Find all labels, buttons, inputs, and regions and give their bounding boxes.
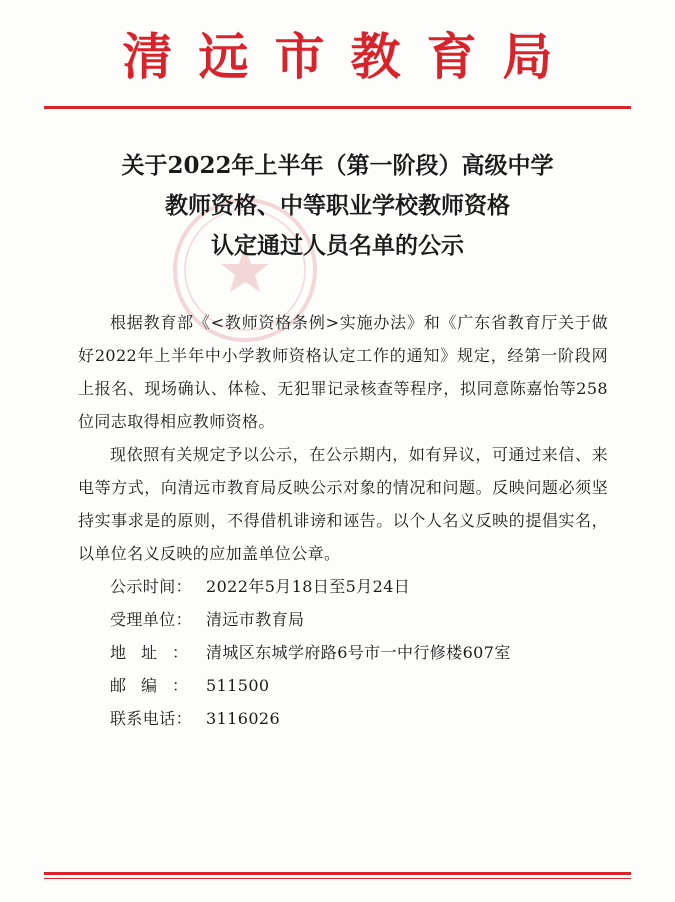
field-phone-value: 3116026	[206, 709, 281, 728]
field-phone	[78, 702, 608, 735]
field-unit-label: 受理单位：	[110, 610, 193, 629]
letterhead-org-name: 清远市教育局	[122, 27, 579, 86]
title-line-1: 关于2022年上半年（第一阶段）高级中学	[121, 152, 554, 179]
field-period	[78, 570, 608, 603]
field-period-label: 公示时间：	[110, 577, 193, 596]
field-postcode-value: 511500	[206, 676, 270, 695]
field-unit	[78, 603, 608, 636]
field-address-value: 清城区东城学府路6号市一中行修楼607室	[206, 643, 511, 662]
field-postcode-label: 邮编：	[110, 676, 204, 695]
title-line-2: 教师资格、中等职业学校教师资格	[165, 192, 510, 219]
field-address-label: 地址：	[110, 643, 204, 662]
field-unit-value: 清远市教育局	[206, 610, 305, 629]
field-address	[78, 636, 608, 669]
field-postcode	[78, 669, 608, 702]
body-paragraph-2: 现依照有关规定予以公示，在公示期内，如有异议，可通过来信、来电等方式，向清远市教育局反映公示对象的情况和问题。反映问题必须坚持实事求是的原则，不得借机诽谤和诬告。以个人名义反映的提倡实名，以单位名义反映的应加盖单位公章。	[78, 445, 608, 563]
body-paragraph-1: 根据教育部《<教师资格条例>实施办法》和《广东省教育厅关于做好2022年上半年中小学教师资格认定工作的通知》规定，经第一阶段网上报名、现场确认、体检、无犯罪记录核查等程序，拟同意陈嘉怡等258位同志取得相应教师资格。	[78, 313, 608, 431]
field-period-value: 2022年5月18日至5月24日	[206, 577, 411, 596]
footer-red-rule-thin	[44, 878, 631, 879]
title-line-3: 认定通过人员名单的公示	[211, 232, 464, 259]
letterhead-red-rule	[44, 106, 631, 109]
footer-red-rule-thick	[44, 872, 631, 875]
notice-title	[0, 146, 675, 266]
notice-body	[78, 306, 608, 735]
field-phone-label: 联系电话：	[110, 709, 193, 728]
